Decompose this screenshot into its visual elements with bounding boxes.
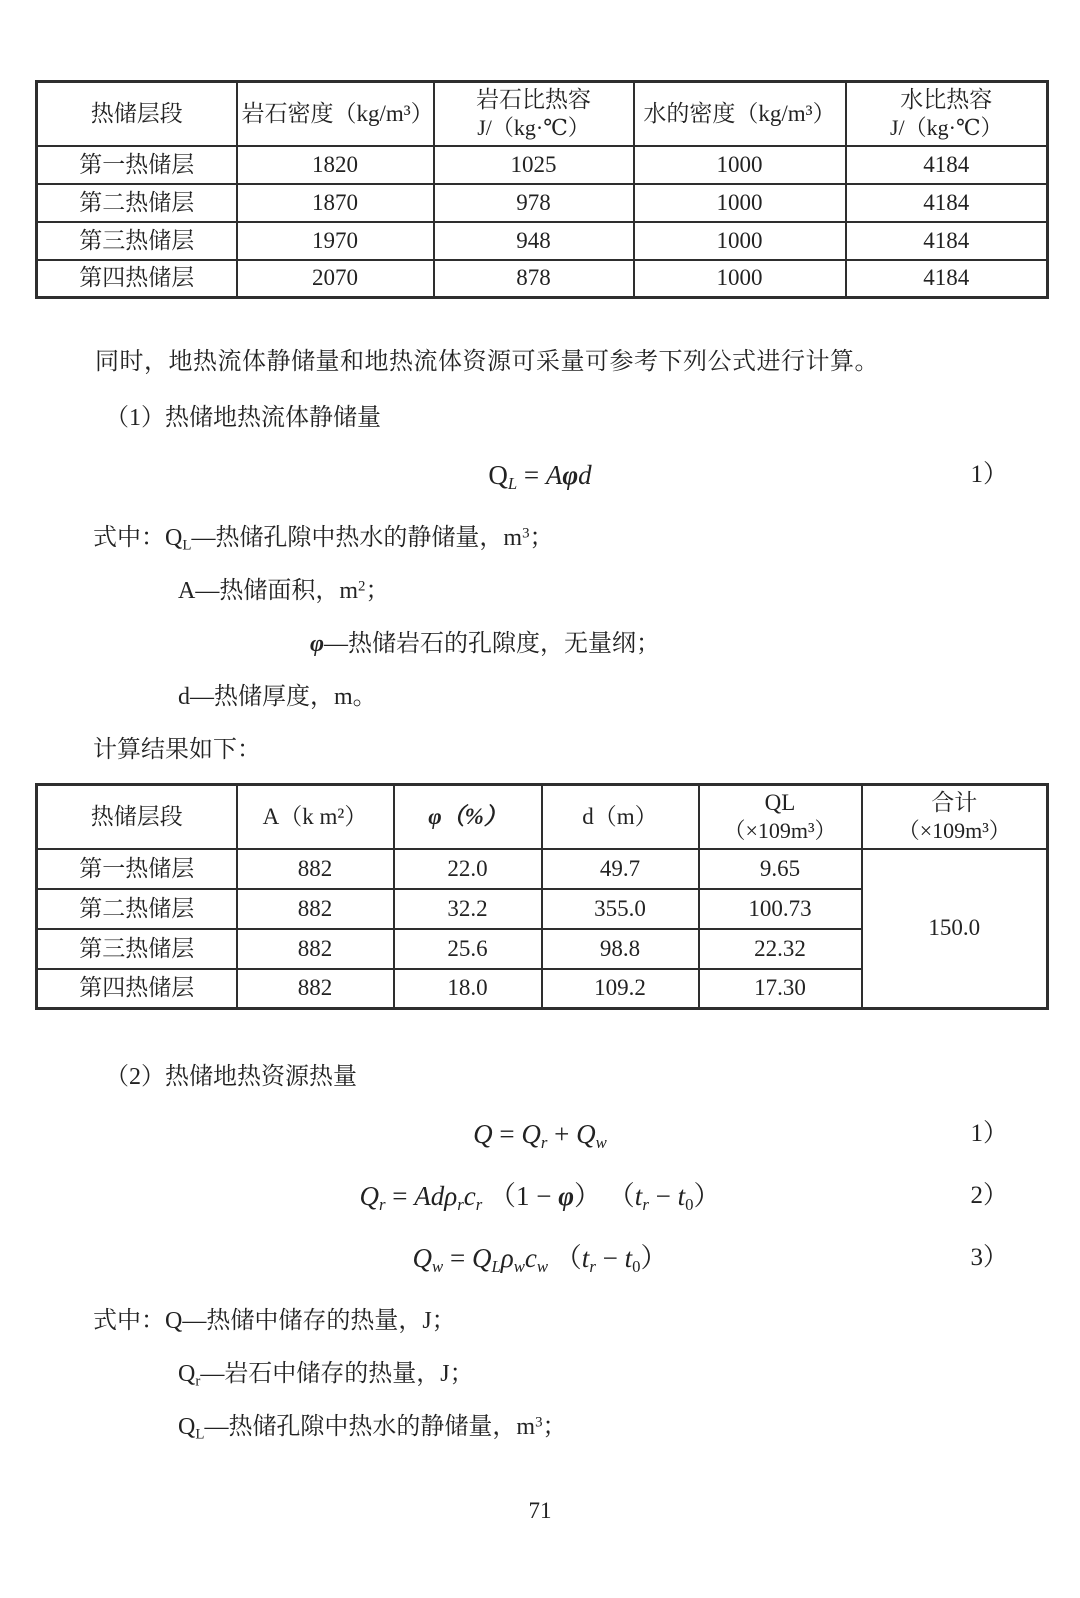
equation-number: 1） (970, 1120, 1008, 1147)
table-row (37, 260, 1048, 298)
table-cell: 109.2 (542, 969, 699, 1009)
table-cell: 1025 (434, 146, 634, 184)
table-cell: 第三热储层 (37, 222, 237, 260)
table-cell: 18.0 (394, 969, 542, 1009)
table-cell: 4184 (846, 222, 1048, 260)
table-cell: 4184 (846, 260, 1048, 298)
column-header: 岩石比热容 J/（kg·℃） (434, 82, 634, 146)
equation-row-qw (0, 1232, 1080, 1284)
column-header: 合计 （×109m³） (862, 785, 1048, 849)
table-cell: 第二热储层 (37, 184, 237, 222)
where-line-ql-2: $Q_L—$热储孔隙中热水的静储量，$m^3$； (178, 1414, 567, 1443)
equation-ql: $Q_L = A\varphi d$ (488, 460, 592, 494)
column-header: 岩石密度（kg/m³） (237, 82, 434, 146)
equation-qr: $Q_r = Ad\rho_rc_r$ （1 − φ） $(t_r - t_0)$ (359, 1181, 721, 1215)
table-row (37, 849, 1048, 889)
where-line-ql: 式中：$Q_L—$热储孔隙中热水的静储量，$m^3$； (93, 525, 554, 554)
calculation-results-table (35, 783, 1049, 1010)
where-line-q: 式中：Q—热储中储存的热量，J； (93, 1308, 456, 1334)
table-cell: 第二热储层 (37, 889, 237, 929)
table-cell: 98.8 (542, 929, 699, 969)
table-cell: 49.7 (542, 849, 699, 889)
equation-number: 2） (970, 1182, 1008, 1209)
equation-row-ql (0, 449, 1080, 501)
table-cell: 第四热储层 (37, 260, 237, 298)
rock-water-properties-table (35, 80, 1049, 299)
column-header: 热储层段 (37, 82, 237, 146)
section-1-heading: （1）热储地热流体静储量 (105, 405, 381, 431)
column-header: 热储层段 (37, 785, 237, 849)
total-cell: 150.0 (862, 849, 1048, 1009)
table-cell: 1000 (634, 260, 846, 298)
table-cell: 4184 (846, 184, 1048, 222)
column-header: QL （×109m³） (699, 785, 862, 849)
where-line-d: d—热储厚度，m。 (178, 684, 377, 710)
table-row (37, 184, 1048, 222)
intro-paragraph: 同时，地热流体静储量和地热流体资源可采量可参考下列公式进行计算。 (95, 349, 879, 375)
table-cell: 17.30 (699, 969, 862, 1009)
table-cell: 878 (434, 260, 634, 298)
table-cell: 1820 (237, 146, 434, 184)
column-header: 水的密度（kg/m³） (634, 82, 846, 146)
table-cell: 32.2 (394, 889, 542, 929)
equation-row-qr (0, 1170, 1080, 1222)
page-number: 71 (528, 1498, 552, 1523)
table-row (37, 146, 1048, 184)
where-line-qr: $Q_r—$岩石中储存的热量，J； (178, 1361, 474, 1390)
table-cell: 882 (237, 889, 394, 929)
table-row (37, 222, 1048, 260)
column-header: 水比热容 J/（kg·℃） (846, 82, 1048, 146)
equation-q-total: $Q = Q_r + Q_w$ (473, 1119, 607, 1153)
table-cell: 1000 (634, 222, 846, 260)
table-cell: 882 (237, 849, 394, 889)
where-line-phi: φ—热储岩石的孔隙度，无量纲； (310, 631, 661, 657)
table-cell: 1870 (237, 184, 434, 222)
equation-number: 3） (970, 1244, 1008, 1271)
results-line: 计算结果如下： (93, 737, 261, 763)
table-cell: 1970 (237, 222, 434, 260)
table-header-row (37, 82, 1048, 146)
table-cell: 100.73 (699, 889, 862, 929)
column-header: A（k m²） (237, 785, 394, 849)
table-cell: 第三热储层 (37, 929, 237, 969)
table-cell: 第四热储层 (37, 969, 237, 1009)
table-cell: 第一热储层 (37, 146, 237, 184)
column-header: d（m） (542, 785, 699, 849)
section-2-heading: （2）热储地热资源热量 (105, 1064, 357, 1090)
table-cell: 882 (237, 969, 394, 1009)
table-cell: 978 (434, 184, 634, 222)
table-header-row (37, 785, 1048, 849)
table-cell: 948 (434, 222, 634, 260)
table-cell: 22.32 (699, 929, 862, 969)
table-cell: 882 (237, 929, 394, 969)
table-cell: 1000 (634, 146, 846, 184)
table-cell: 25.6 (394, 929, 542, 969)
table-cell: 第一热储层 (37, 849, 237, 889)
equation-number: 1） (970, 461, 1008, 488)
where-line-a: A—热储面积，$m^2$； (178, 578, 390, 604)
table-cell: 4184 (846, 146, 1048, 184)
column-header: φ（%） (394, 785, 542, 849)
equation-qw: $Q_w = Q_L\rho_wc_w$ $(t_r - t_0)$ (412, 1243, 668, 1277)
table-cell: 9.65 (699, 849, 862, 889)
table-cell: 2070 (237, 260, 434, 298)
table-cell: 355.0 (542, 889, 699, 929)
equation-row-q (0, 1108, 1080, 1160)
table-cell: 1000 (634, 184, 846, 222)
table-cell: 22.0 (394, 849, 542, 889)
